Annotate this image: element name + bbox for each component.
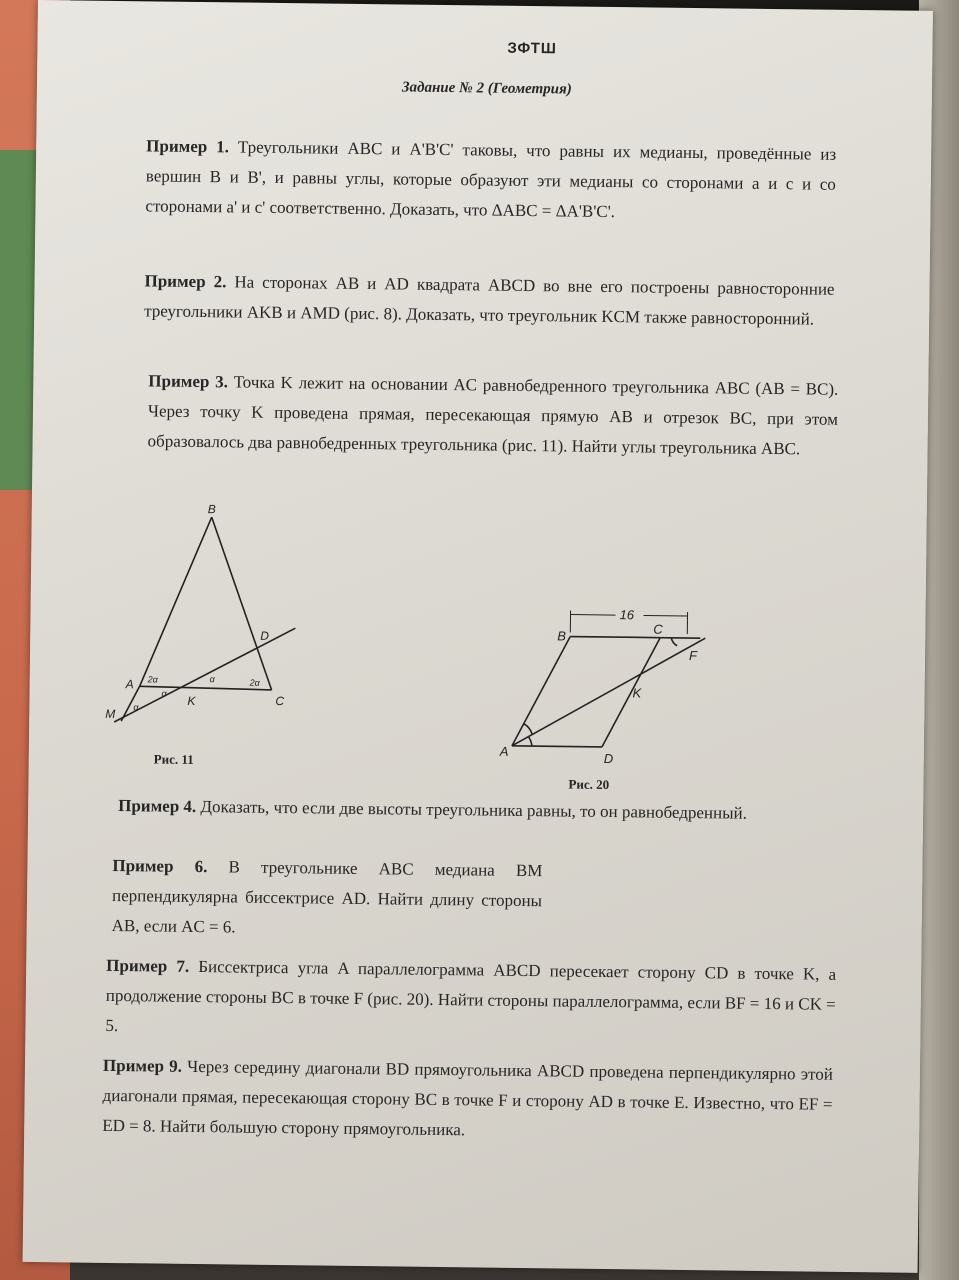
problem-text: В треугольнике ABC медиана BM перпендикулярна биссектрисе AD. Найти длину стороны AB, если AC = 6. [111,857,543,937]
point-label-k: K [632,685,642,701]
problem-text: Треугольники ABC и A'B'C' таковы, что равны их медианы, проведённые из вершин B и B', и равны углы, которые образуют эти медианы со сторонами a и c и со сторонами a' и c' соответственно. Доказать, что ΔABC = ΔA'B'C'. [145,137,837,222]
dim-line-left [571,615,616,616]
problem-2 [144,266,835,334]
problem-label: Пример 4. [118,796,197,816]
problem-label: Пример 3. [148,371,229,392]
problem-label: Пример 1. [146,136,230,157]
problem-1 [145,131,836,229]
task-title: Задание № 2 (Геометрия) [401,79,572,98]
problem-3 [147,366,838,464]
paper-sheet [23,0,933,1273]
problem-4 [118,791,838,830]
angle-label: α [161,688,167,699]
figure-11 [99,496,332,744]
point-label-a: A [125,677,134,692]
point-label-b: B [557,628,567,644]
problem-text: Биссектриса угла A параллелограмма ABCD пересекает сторону CD в точке K, а продолжение стороны BC в точке F (рис. 20). Найти стороны параллелограмма, если BF = 16 и CK = 5. [105,957,837,1036]
angle-arc [528,736,532,746]
point-label-d: D [603,750,614,767]
point-label-c: C [653,621,663,637]
point-label-k: K [187,693,196,708]
problem-label: Пример 9. [102,1055,183,1076]
school-code: ЗФТШ [507,39,558,58]
figure-20 [494,596,736,769]
point-label-b: B [207,502,216,517]
angle-label: α [209,674,215,685]
problem-label: Пример 6. [112,855,208,877]
segment-ab [140,516,212,687]
problem-6 [112,851,543,946]
segment-ad [512,746,602,747]
figure-11-caption: Рис. 11 [153,751,194,767]
angle-arc [524,724,532,734]
dimension-label: 16 [619,607,635,623]
segment-bc [210,517,274,690]
point-label-d: D [260,628,270,643]
problem-label: Пример 2. [144,271,227,292]
angle-label: 2α [249,677,260,688]
point-label-f: F [688,648,698,664]
problem-text: Доказать, что если две высоты треугольника равны, то он равнобедренный. [200,797,748,823]
problem-text: На сторонах AB и AD квадрата ABCD во вне его построены равносторонние треугольники AKB и AMD (рис. 8). Доказать, что треугольник KCM также равносторонний. [144,272,835,329]
segment-bc [570,637,660,638]
dim-line-right [644,615,688,616]
angle-arc [671,638,677,646]
angle-label: 2α [147,674,158,685]
point-label-m: M [105,706,116,721]
problem-text: Точка K лежит на основании AC равнобедренного треугольника ABC (AB = BC). Через точку K проведена прямая, пересекающая прямую AB и отрезок BC, при этом образовалось два равнобедренных треугольника (рис. 11). Найти углы треугольника ABC. [147,372,839,459]
problem-7 [105,951,836,1050]
problem-label: Пример 7. [106,955,190,976]
segment-cd [602,637,660,748]
point-label-a: A [499,743,509,759]
problem-text: Через середину диагонали BD прямоугольника ABCD проведена перпендикулярно этой диагонали прямая, пересекающая сторону BC в точке F и сторону AD в точке E. Известно, что EF = ED = 8. Найти большую сторону прямоугольника. [102,1056,834,1140]
figure-20-caption: Рис. 20 [568,776,610,793]
angle-label: α [133,702,139,713]
problem-9 [102,1051,833,1150]
point-label-c: C [275,693,285,709]
